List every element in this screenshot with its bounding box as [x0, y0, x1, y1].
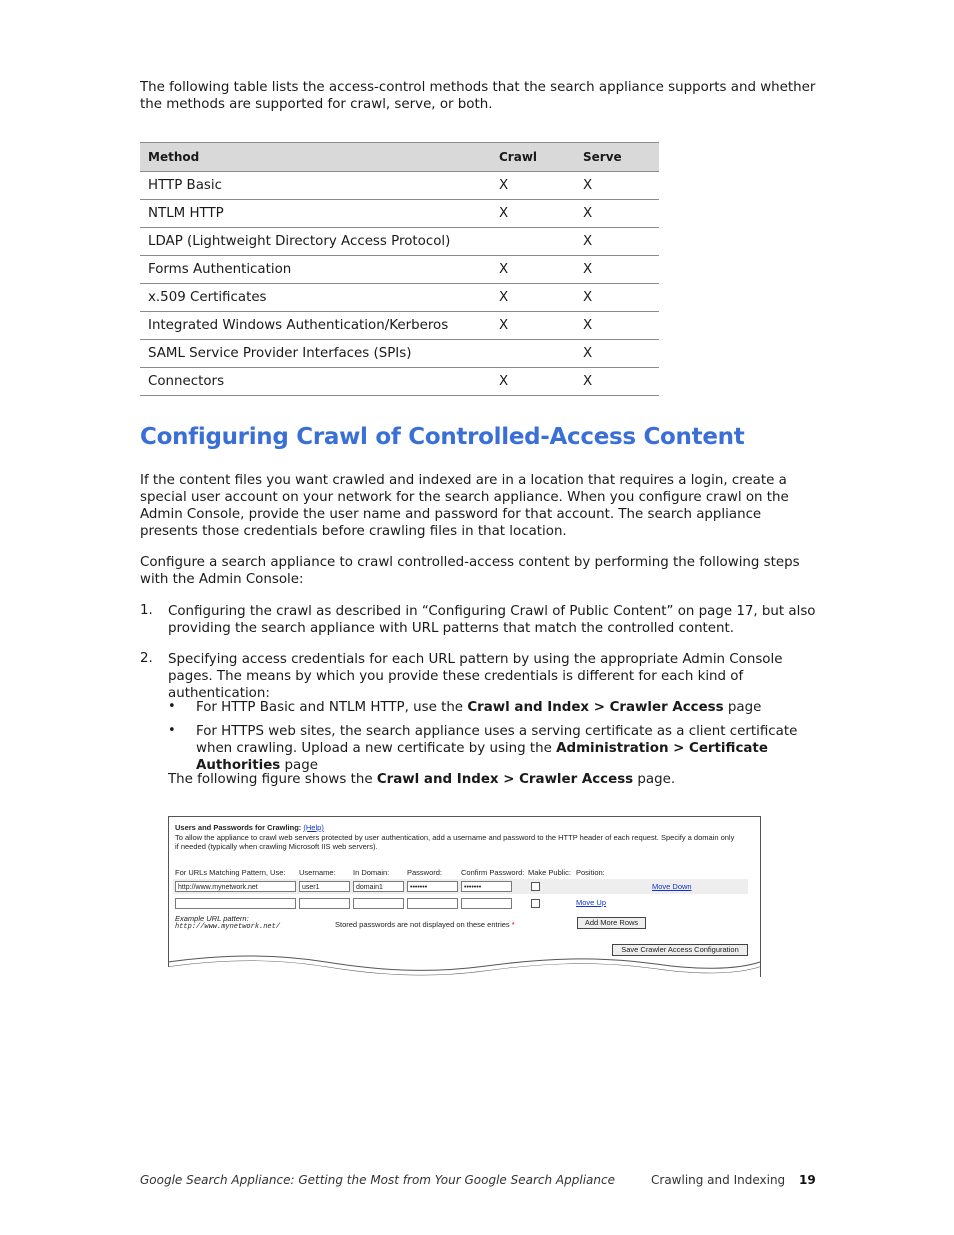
- column-header-method: Method: [140, 143, 491, 172]
- add-more-rows-button[interactable]: Add More Rows: [577, 917, 646, 929]
- footer-book-title: Google Search Appliance: Getting the Most from Your Google Search Appliance: [140, 1173, 615, 1187]
- password-input[interactable]: [407, 898, 458, 909]
- cell-method: Forms Authentication: [140, 256, 491, 284]
- make-public-checkbox[interactable]: [531, 882, 540, 891]
- col-public-label: Make Public:: [528, 868, 571, 877]
- cell-method: NTLM HTTP: [140, 200, 491, 228]
- cell-crawl: [491, 340, 575, 368]
- table-row: [140, 256, 659, 284]
- domain-input[interactable]: domain1: [353, 881, 404, 892]
- cell-serve: X: [575, 312, 659, 340]
- cell-method: Integrated Windows Authentication/Kerberos: [140, 312, 491, 340]
- paragraph-login: If the content files you want crawled and indexed are in a location that requires a login, create a special user account on your network for the search appliance. When you configure crawl on the Admin Console, provide the user name and password for that account. The search appliance presents those credentials before crawling files in that location.: [140, 473, 789, 539]
- example-value: http://www.mynetwork.net/: [175, 923, 281, 931]
- username-input[interactable]: [299, 898, 350, 909]
- confirm-password-input[interactable]: [461, 898, 512, 909]
- move-up-link[interactable]: Move Up: [576, 898, 607, 907]
- access-methods-table: [140, 142, 659, 396]
- figure-caption: The following figure shows the Crawl and Index > Crawler Access page.: [168, 772, 676, 787]
- screenshot-title: Users and Passwords for Crawling: (Help): [175, 823, 324, 832]
- cell-crawl: X: [491, 200, 575, 228]
- step-text: Configuring the crawl as described in “Configuring Crawl of Public Content” on page 17, but also providing the search appliance with URL patterns that match the controlled content.: [168, 604, 816, 636]
- col-password-label: Password:: [407, 868, 443, 877]
- screenshot-description: if needed (typically when crawling Microsoft IIS web servers).: [175, 842, 378, 851]
- step-number: 1.: [140, 603, 153, 618]
- torn-edge-graphic: [166, 950, 762, 980]
- table-row: [140, 312, 659, 340]
- col-confirm-label: Confirm Password:: [461, 868, 525, 877]
- cell-method: Connectors: [140, 368, 491, 396]
- step-number: 2.: [140, 651, 153, 666]
- cell-method: SAML Service Provider Interfaces (SPIs): [140, 340, 491, 368]
- cell-serve: X: [575, 172, 659, 200]
- stored-passwords-note: Stored passwords are not displayed on these entries *: [335, 920, 515, 929]
- cell-crawl: X: [491, 256, 575, 284]
- table-row: [140, 340, 659, 368]
- table-row: [140, 228, 659, 256]
- cell-crawl: X: [491, 172, 575, 200]
- confirm-password-input[interactable]: •••••••: [461, 881, 512, 892]
- url-pattern-input[interactable]: [175, 898, 296, 909]
- screenshot-description: To allow the appliance to crawl web servers protected by user authentication, add a username and password to the HTTP header of each request. Specify a domain only: [175, 833, 735, 842]
- username-input[interactable]: user1: [299, 881, 350, 892]
- footer-page-number: 19: [799, 1173, 816, 1187]
- save-configuration-button[interactable]: Save Crawler Access Configuration: [612, 944, 748, 956]
- cell-serve: X: [575, 340, 659, 368]
- cell-crawl: [491, 228, 575, 256]
- make-public-checkbox[interactable]: [531, 899, 540, 908]
- bullet-icon: •: [168, 723, 176, 738]
- col-url-label: For URLs Matching Pattern, Use:: [175, 868, 286, 877]
- col-domain-label: In Domain:: [353, 868, 390, 877]
- column-header-serve: Serve: [575, 143, 659, 172]
- example-label: Example URL pattern:: [175, 914, 249, 923]
- table-row: [140, 284, 659, 312]
- col-position-label: Position:: [576, 868, 605, 877]
- cell-crawl: X: [491, 368, 575, 396]
- cell-method: x.509 Certificates: [140, 284, 491, 312]
- cell-method: LDAP (Lightweight Directory Access Protocol): [140, 228, 491, 256]
- cell-serve: X: [575, 256, 659, 284]
- cell-serve: X: [575, 284, 659, 312]
- required-asterisk: *: [511, 920, 515, 929]
- table-header-row: [140, 143, 659, 172]
- table-row: [140, 200, 659, 228]
- cell-method: HTTP Basic: [140, 172, 491, 200]
- password-input[interactable]: •••••••: [407, 881, 458, 892]
- cell-serve: X: [575, 200, 659, 228]
- table-row: [140, 368, 659, 396]
- domain-input[interactable]: [353, 898, 404, 909]
- url-pattern-input[interactable]: http://www.mynetwork.net: [175, 881, 296, 892]
- bullet-icon: •: [168, 699, 176, 714]
- step-text: Specifying access credentials for each URL pattern by using the appropriate Admin Console pages. The means by which you provide these credentials is different for each kind of authentication:: [168, 652, 783, 701]
- bullet-item: For HTTP Basic and NTLM HTTP, use the Crawl and Index > Crawler Access page: [196, 700, 762, 715]
- cell-serve: X: [575, 228, 659, 256]
- footer-chapter: Crawling and Indexing: [651, 1173, 786, 1187]
- section-heading: Configuring Crawl of Controlled-Access Content: [140, 424, 745, 450]
- cell-crawl: X: [491, 284, 575, 312]
- table-row: [140, 172, 659, 200]
- cell-serve: X: [575, 368, 659, 396]
- intro-paragraph: The following table lists the access-control methods that the search appliance supports and whether the methods are supported for crawl, serve, or both.: [140, 80, 816, 112]
- move-down-link[interactable]: Move Down: [652, 882, 692, 891]
- bullet-item: For HTTPS web sites, the search appliance uses a serving certificate as a client certificate when crawling. Upload a new certificate by using the Administration > Certificate Authorities page: [196, 724, 798, 773]
- col-username-label: Username:: [299, 868, 336, 877]
- help-link[interactable]: (Help): [303, 823, 324, 832]
- cell-crawl: X: [491, 312, 575, 340]
- column-header-crawl: Crawl: [491, 143, 575, 172]
- paragraph-steps-intro: Configure a search appliance to crawl controlled-access content by performing the following steps with the Admin Console:: [140, 555, 800, 587]
